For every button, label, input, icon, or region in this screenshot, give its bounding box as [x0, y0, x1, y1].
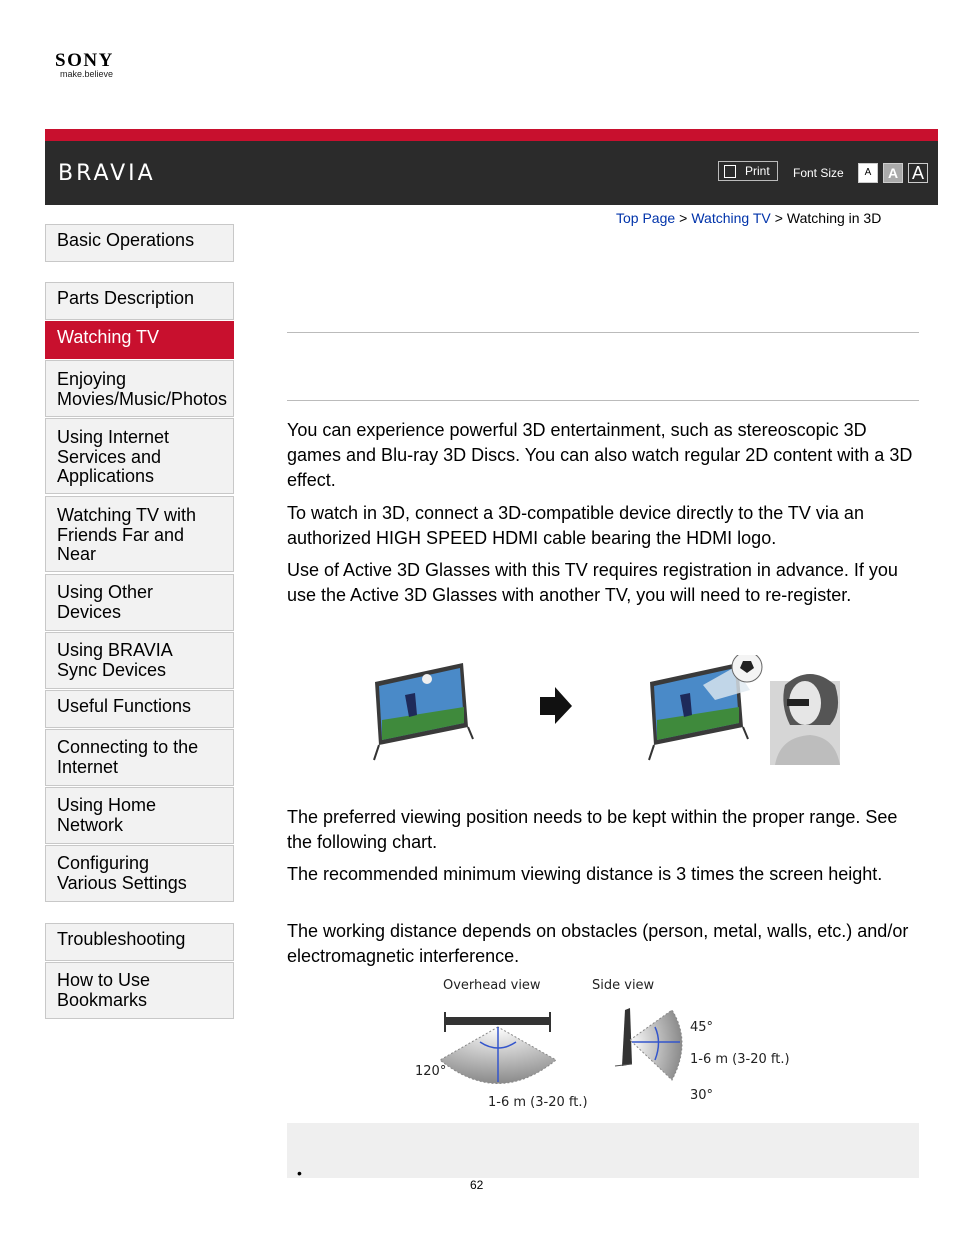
- bravia-logo: BRAVIA: [58, 161, 156, 186]
- 3d-effect-illustration: [365, 655, 845, 767]
- arrow-right-icon: [540, 687, 572, 724]
- sony-logo: SONY: [55, 50, 114, 71]
- paragraph: You can experience powerful 3D entertainment, such as stereoscopic 3D games and Blu-ray 3D Discs. You can also watch regular 2D content with a 3D effect.: [287, 420, 913, 490]
- sidebar-item-basic-operations[interactable]: [45, 224, 234, 262]
- sidebar-item-configuring-settings[interactable]: [45, 845, 234, 902]
- paragraph: The preferred viewing position needs to be kept within the proper range. See the following chart.: [287, 807, 898, 852]
- sidebar-item-label: Watching TV: [57, 327, 160, 347]
- sidebar-item-label: Troubleshooting: [57, 929, 186, 949]
- breadcrumb-top-page[interactable]: Top Page: [616, 210, 676, 226]
- sidebar-item-label: Using Home Network: [57, 795, 157, 835]
- sidebar-item-label: Parts Description: [57, 288, 195, 308]
- sidebar-item-bookmarks[interactable]: [45, 962, 234, 1019]
- sidebar-item-troubleshooting[interactable]: [45, 923, 234, 961]
- page-number: 62: [470, 1178, 484, 1192]
- sidebar-item-connecting-internet[interactable]: [45, 729, 234, 786]
- tv-3d-illustration: [649, 655, 762, 760]
- side-view-title: Side view: [592, 978, 655, 993]
- viewing-range-diagram: [410, 972, 810, 1112]
- print-label: Print: [745, 164, 770, 178]
- overhead-view-title: Overhead view: [443, 978, 541, 993]
- breadcrumb-watching-tv[interactable]: Watching TV: [691, 210, 771, 226]
- font-size-small-button[interactable]: A: [858, 163, 878, 183]
- accent-bar: [45, 129, 938, 141]
- side-down-angle-label: 30°: [690, 1088, 714, 1103]
- paragraph: The working distance depends on obstacles (person, metal, walls, etc.) and/or electromagnetic interference.: [287, 921, 909, 966]
- side-distance-label: 1-6 m (3-20 ft.): [690, 1052, 790, 1067]
- breadcrumb: [616, 210, 881, 226]
- divider: [287, 332, 919, 333]
- sidebar-item-bravia-sync[interactable]: [45, 632, 234, 689]
- overhead-angle-label: 120°: [415, 1064, 447, 1079]
- font-size-medium-button[interactable]: A: [883, 163, 903, 183]
- note-box: [287, 1123, 919, 1178]
- paragraph: Use of Active 3D Glasses with this TV requires registration in advance. If you use the Active 3D Glasses with another TV, you will need to re-register.: [287, 560, 898, 605]
- side-up-angle-label: 45°: [690, 1020, 714, 1035]
- paragraph: The recommended minimum viewing distance is 3 times the screen height.: [287, 864, 883, 884]
- divider: [287, 400, 919, 401]
- sidebar-item-label: Connecting to the Internet: [57, 737, 199, 777]
- sidebar-item-label: Basic Operations: [57, 230, 195, 250]
- print-icon: [724, 165, 736, 178]
- tagline: make.believe: [60, 69, 114, 79]
- sidebar-item-label: Using Other Devices: [57, 582, 154, 622]
- sidebar-item-watching-tv[interactable]: [45, 321, 234, 359]
- sidebar-item-parts-description[interactable]: [45, 282, 234, 320]
- font-size-large-button[interactable]: A: [908, 163, 928, 183]
- sidebar-item-label: Configuring Various Settings: [57, 853, 187, 893]
- sidebar-item-internet-services[interactable]: [45, 418, 234, 494]
- sidebar-item-other-devices[interactable]: [45, 574, 234, 631]
- viewer-with-glasses-illustration: [770, 674, 840, 765]
- sidebar-item-label: Using BRAVIA Sync Devices: [57, 640, 172, 680]
- sidebar-item-label: Watching TV with Friends Far and Near: [57, 505, 197, 564]
- sidebar-item-label: Useful Functions: [57, 696, 192, 716]
- font-size-label: Font Size: [793, 166, 844, 180]
- breadcrumb-separator: >: [774, 210, 783, 226]
- sidebar-item-label: Using Internet Services and Applications: [57, 427, 170, 486]
- sidebar-item-friends-far-near[interactable]: [45, 496, 234, 572]
- breadcrumb-current: Watching in 3D: [786, 210, 882, 226]
- print-button[interactable]: [718, 161, 778, 181]
- tv-2d-illustration: [374, 663, 473, 760]
- side-view-figure: [615, 1008, 682, 1080]
- sidebar-item-useful-functions[interactable]: [45, 690, 234, 728]
- sidebar-item-enjoying-media[interactable]: [45, 360, 234, 417]
- sidebar-item-label: How to Use Bookmarks: [57, 970, 151, 1010]
- bullet: •: [297, 1165, 302, 1181]
- overhead-view-figure: [440, 1012, 556, 1084]
- overhead-distance-label: 1-6 m (3-20 ft.): [488, 1095, 588, 1110]
- paragraph: To watch in 3D, connect a 3D-compatible device directly to the TV via an authorized HIGH SPEED HDMI cable bearing the HDMI logo.: [287, 503, 864, 548]
- sidebar-item-label: Enjoying Movies/Music/Photos: [57, 369, 228, 409]
- breadcrumb-separator: >: [679, 210, 688, 226]
- sidebar-item-home-network[interactable]: [45, 787, 234, 844]
